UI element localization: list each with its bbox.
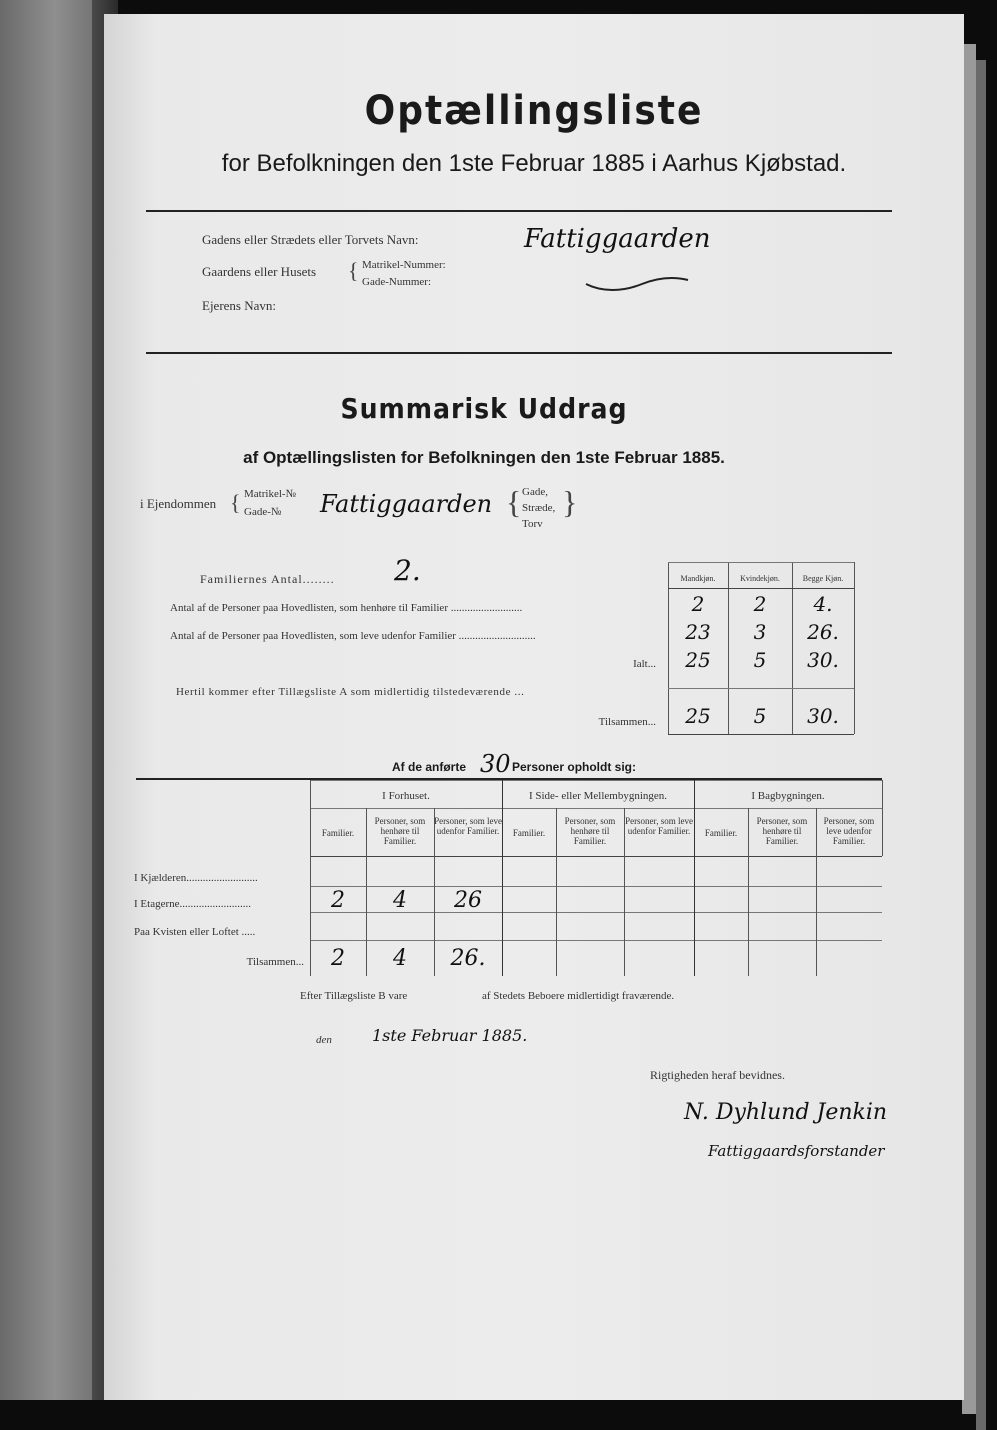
document-title: Optællingsliste — [364, 88, 704, 134]
owner-label: Ejerens Navn: — [202, 298, 277, 313]
cell-value: 26 — [454, 888, 482, 913]
persons-prefix: Af de anførte — [392, 760, 467, 774]
property-gade: Gade-№ — [244, 506, 282, 518]
document-page — [104, 14, 964, 1400]
subheader-outside-families: Personer, som leve udenfor Familier. — [625, 816, 693, 836]
persons-suffix: Personer opholdt sig: — [512, 760, 637, 774]
cell-value: 2 — [331, 888, 345, 913]
document-subtitle: for Befolkningen den 1ste Februar 1885 i Aarhus Kjøbstad. — [221, 150, 847, 177]
date-value: 1ste Februar 1885. — [372, 1026, 528, 1045]
cell-value: 2 — [753, 592, 767, 616]
row-label: Hertil kommer efter Tillægsliste A som midlertidig tilstedeværende ... — [176, 686, 525, 698]
torv-option: Torv — [522, 518, 543, 530]
subheader-families: Familier. — [512, 828, 546, 838]
property-label: i Ejendommen — [140, 496, 217, 511]
certify-text: Rigtigheden heraf bevidnes. — [650, 1068, 785, 1082]
row-label-total: Tilsammen... — [246, 956, 304, 968]
cell-value: 30. — [807, 704, 839, 728]
property-matrikel: Matrikel-№ — [244, 488, 297, 500]
page-stack-edge-2 — [962, 44, 976, 1414]
group-header-forhuset: I Forhuset. — [382, 790, 430, 802]
absent-prefix: Efter Tillægsliste B vare — [300, 990, 408, 1002]
subheader-in-families: Personer, som henhøre til Familier. — [374, 816, 426, 846]
subheader-outside-families: Personer, som leve udenfor Familier. — [823, 816, 875, 846]
brace: { — [230, 490, 241, 515]
subheader-outside-families: Personer, som leve udenfor Familier. — [434, 816, 502, 836]
page-stack-edge-3 — [976, 60, 986, 1430]
left-page-edge — [0, 0, 118, 1400]
cell-value: 5 — [753, 704, 767, 728]
persons-value: 30 — [480, 750, 511, 778]
row-label: Antal af de Personer paa Hovedlisten, som henhøre til Familier .......................... — [170, 602, 523, 614]
divider — [146, 352, 892, 354]
subheader-in-families: Personer, som henhøre til Familier. — [564, 816, 616, 846]
summary-title: Summarisk Uddrag — [340, 392, 628, 425]
matrikel-label: Matrikel-Nummer: — [362, 259, 446, 271]
cell-value: 2 — [691, 592, 705, 616]
col-header-both: Begge Kjøn. — [802, 574, 844, 583]
cell-value: 4 — [393, 888, 407, 913]
row-label-kvist: Paa Kvisten eller Loftet ..... — [134, 926, 256, 938]
cell-value: 4. — [813, 592, 833, 616]
subheader-in-families: Personer, som henhøre til Familier. — [756, 816, 808, 846]
cell-value: 30. — [807, 648, 839, 672]
brace: } — [562, 484, 578, 520]
row-label: Tilsammen... — [598, 716, 656, 728]
col-header-male: Mandkjøn. — [680, 574, 716, 583]
absent-suffix: af Stedets Beboere midlertidigt fraværende. — [482, 990, 675, 1002]
brace: { — [506, 484, 522, 520]
handwritten-dash — [582, 266, 692, 296]
cell-value: 5 — [753, 648, 767, 672]
families-value: 2. — [394, 554, 421, 587]
brace: { — [348, 258, 359, 283]
row-label-etager: I Etagerne.......................... — [134, 898, 251, 910]
date-prefix: den — [316, 1034, 332, 1046]
gade-label: Gade-Nummer: — [362, 276, 432, 288]
group-header-bag: I Bagbygningen. — [751, 790, 825, 802]
cell-value: 25 — [685, 648, 711, 672]
cell-value: 23 — [685, 620, 711, 644]
subheader-families: Familier. — [704, 828, 738, 838]
row-label: Ialt... — [633, 658, 656, 670]
cell-value: 26. — [450, 946, 486, 971]
row-label: Antal af de Personer paa Hovedlisten, som leve udenfor Familier ............................ — [170, 630, 536, 642]
street-label: Gadens eller Strædets eller Torvets Navn: — [202, 232, 419, 247]
summary-subtitle: af Optællingslisten for Befolkningen den 1ste Februar 1885. — [243, 448, 725, 467]
straede-option: Stræde, — [522, 502, 556, 514]
group-header-side: I Side- eller Mellembygningen. — [528, 790, 668, 802]
signature-title: Fattiggaardsforstander — [708, 1142, 885, 1160]
cell-value: 26. — [807, 620, 839, 644]
col-header-female: Kvindekjøn. — [740, 574, 780, 583]
cell-value: 3 — [753, 620, 767, 644]
row-label-kjaelder: I Kjælderen.......................... — [134, 872, 258, 884]
families-label: Familiernes Antal........ — [200, 572, 335, 586]
cell-value: 4 — [393, 946, 407, 971]
subheader-families: Familier. — [321, 828, 355, 838]
signature-name: N. Dyhlund Jenkin — [684, 1100, 888, 1125]
cell-value: 2 — [331, 946, 345, 971]
cell-value: 25 — [685, 704, 711, 728]
divider — [146, 210, 892, 212]
street-value: Fattiggaarden — [524, 224, 711, 254]
property-value: Fattiggaarden — [320, 490, 493, 518]
gade-option: Gade, — [522, 486, 548, 498]
house-label: Gaardens eller Husets — [202, 264, 317, 279]
